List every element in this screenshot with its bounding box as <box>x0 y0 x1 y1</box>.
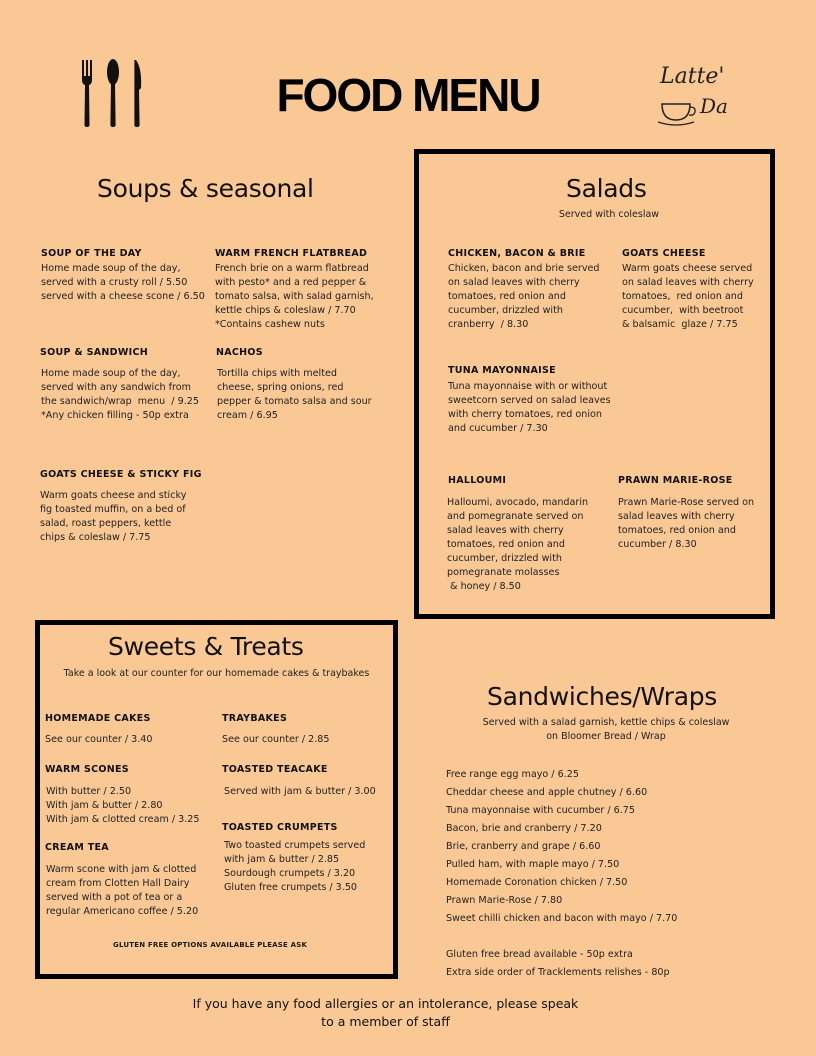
item-name: WARM FRENCH FLATBREAD <box>215 248 368 259</box>
item-description: French brie on a warm flatbread with pesto* and a red pepper & tomato salsa, with salad garnish, kettle chips & coleslaw / 7.70 *Contains cashew nuts <box>215 263 374 330</box>
item-name: SOUP OF THE DAY <box>41 248 142 259</box>
item-name: TOASTED TEACAKE <box>222 764 328 775</box>
item-name: CREAM TEA <box>45 842 109 853</box>
list-item: Extra side order of Tracklements relishes - 80p <box>446 967 670 978</box>
logo-text-latte: Latte' <box>660 64 725 89</box>
allergy-notice-line-1: If you have any food allergies or an intolerance, please speak <box>192 996 579 1011</box>
sweets-section-title: Sweets & Treats <box>108 632 304 661</box>
item-name: TOASTED CRUMPETS <box>222 822 338 833</box>
item-name: SOUP & SANDWICH <box>40 347 148 358</box>
list-item: Gluten free bread available - 50p extra <box>446 949 633 960</box>
item-description: Chicken, bacon and brie served on salad leaves with cherry tomatoes, red onion and cucumber, drizzled with cranberry / 8.30 <box>448 263 600 330</box>
item-description: Warm goats cheese and sticky fig toasted muffin, on a bed of salad, roast peppers, kettle chips & coleslaw / 7.75 <box>40 490 187 543</box>
sandwiches-subtitle-1: Served with a salad garnish, kettle chips & coleslaw <box>482 717 730 728</box>
list-item: Pulled ham, with maple mayo / 7.50 <box>446 859 620 870</box>
item-description: See our counter / 2.85 <box>222 734 330 745</box>
sandwiches-subtitle-2: on Bloomer Bread / Wrap <box>546 731 666 742</box>
item-name: NACHOS <box>216 347 263 358</box>
salads-subtitle: Served with coleslaw <box>558 209 660 220</box>
list-item: Sweet chilli chicken and bacon with mayo / 7.70 <box>446 913 678 924</box>
item-description: Home made soup of the day, served with a crusty roll / 5.50 served with a cheese scone / 6.50 <box>41 263 205 302</box>
sandwiches-section-title: Sandwiches/Wraps <box>487 682 718 711</box>
item-description: Warm goats cheese served on salad leaves with cherry tomatoes, red onion and cucumber, with beetroot & balsamic glaze / 7.75 <box>622 263 754 330</box>
item-name: PRAWN MARIE-ROSE <box>618 475 733 486</box>
soups-section-title: Soups & seasonal <box>97 174 314 203</box>
item-name: HOMEMADE CAKES <box>45 713 151 724</box>
list-item: Tuna mayonnaise with cucumber / 6.75 <box>446 805 636 816</box>
item-description: Prawn Marie-Rose served on salad leaves with cherry tomatoes, red onion and cucumber / 8.30 <box>618 497 755 550</box>
item-description: Tuna mayonnaise with or without sweetcorn served on salad leaves with cherry tomatoes, red onion and cucumber / 7.30 <box>448 381 611 434</box>
item-name: GOATS CHEESE & STICKY FIG <box>40 469 202 480</box>
page-title: FOOD MENU <box>276 69 540 121</box>
sweets-subtitle: Take a look at our counter for our homemade cakes & traybakes <box>63 668 370 679</box>
allergy-notice <box>0 995 771 1031</box>
item-description: Home made soup of the day, served with any sandwich from the sandwich/wrap menu / 9.25 *Any chicken filling - 50p extra <box>41 368 199 421</box>
item-description: See our counter / 3.40 <box>45 734 153 745</box>
list-item: Homemade Coronation chicken / 7.50 <box>446 877 628 888</box>
gluten-free-note: GLUTEN FREE OPTIONS AVAILABLE PLEASE ASK <box>113 941 308 949</box>
list-item: Brie, cranberry and grape / 6.60 <box>446 841 601 852</box>
item-description: With butter / 2.50 With jam & butter / 2.80 With jam & clotted cream / 3.25 <box>46 786 200 825</box>
sandwich-list <box>446 766 677 928</box>
list-item: Free range egg mayo / 6.25 <box>446 769 579 780</box>
item-name: GOATS CHEESE <box>622 248 706 259</box>
item-description: Tortilla chips with melted cheese, spring onions, red pepper & tomato salsa and sour cream / 6.95 <box>217 368 372 421</box>
item-name: HALLOUMI <box>448 475 507 486</box>
allergy-notice-line-2: to a member of staff <box>321 1014 450 1029</box>
item-name: TUNA MAYONNAISE <box>448 365 556 376</box>
list-item: Prawn Marie-Rose / 7.80 <box>446 895 563 906</box>
list-item: Cheddar cheese and apple chutney / 6.60 <box>446 787 648 798</box>
salads-section-title: Salads <box>566 174 647 203</box>
sandwich-extras <box>446 946 670 982</box>
item-name: TRAYBAKES <box>222 713 288 724</box>
item-description: Two toasted crumpets served with jam & butter / 2.85 Sourdough crumpets / 3.20 Gluten free crumpets / 3.50 <box>224 840 366 893</box>
latte-da-logo <box>656 60 740 130</box>
item-name: WARM SCONES <box>45 764 129 775</box>
item-description: Warm scone with jam & clotted cream from Clotten Hall Dairy served with a pot of tea or a regular Americano coffee / 5.20 <box>46 864 199 917</box>
item-name: CHICKEN, BACON & BRIE <box>448 248 586 259</box>
list-item: Bacon, brie and cranberry / 7.20 <box>446 823 602 834</box>
logo-text-da: Da <box>700 94 728 118</box>
item-description: Halloumi, avocado, mandarin and pomegranate served on salad leaves with cherry tomatoes, red onion and cucumber, drizzled with pomegranate molasses & honey / 8.50 <box>447 497 589 592</box>
item-description: Served with jam & butter / 3.00 <box>224 786 376 797</box>
